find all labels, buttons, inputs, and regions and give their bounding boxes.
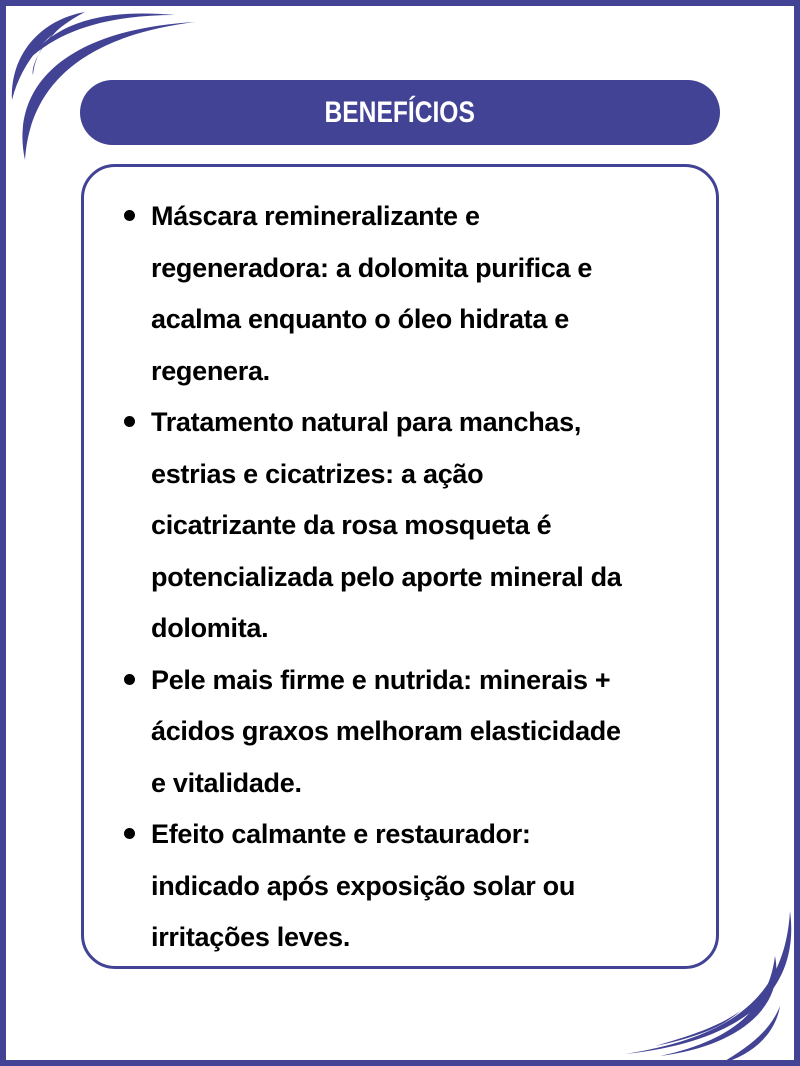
benefit-item xyxy=(122,397,697,655)
text-line: cicatrizante da rosa mosqueta é xyxy=(151,510,552,540)
header-banner xyxy=(80,80,720,145)
bullet-icon xyxy=(124,210,135,221)
page-title: BENEFÍCIOS xyxy=(324,95,476,129)
benefit-item xyxy=(122,809,697,964)
text-line: ácidos graxos melhoram elasticidade xyxy=(151,716,621,746)
text-line: Tratamento natural para manchas, xyxy=(151,407,582,437)
text-line: Pele mais firme e nutrida: minerais + xyxy=(151,664,611,695)
text-line: Máscara remineralizante e xyxy=(151,201,480,231)
text-line: indicado após exposição solar ou xyxy=(151,870,576,901)
text-line: potencializada pelo aporte mineral da xyxy=(151,561,622,592)
text-line: dolomita. xyxy=(151,613,269,643)
benefit-text xyxy=(151,397,697,655)
benefits-list xyxy=(122,191,697,964)
benefit-text xyxy=(151,655,697,810)
benefit-text xyxy=(151,809,697,964)
text-line: regeneradora: a dolomita purifica e xyxy=(151,252,593,283)
benefit-text xyxy=(151,191,697,397)
benefits-box xyxy=(81,164,719,969)
bullet-icon xyxy=(124,416,135,427)
text-line: irritações leves. xyxy=(151,922,351,952)
bullet-icon xyxy=(124,674,135,685)
text-line: Efeito calmante e restaurador: xyxy=(151,819,531,849)
text-line: e vitalidade. xyxy=(151,767,302,798)
benefit-item xyxy=(122,191,697,397)
text-line: acalma enquanto o óleo hidrata e xyxy=(151,304,569,334)
benefit-item xyxy=(122,655,697,810)
text-line: estrias e cicatrizes: a ação xyxy=(151,458,484,489)
text-line: regenera. xyxy=(151,355,270,386)
bullet-icon xyxy=(124,828,135,839)
